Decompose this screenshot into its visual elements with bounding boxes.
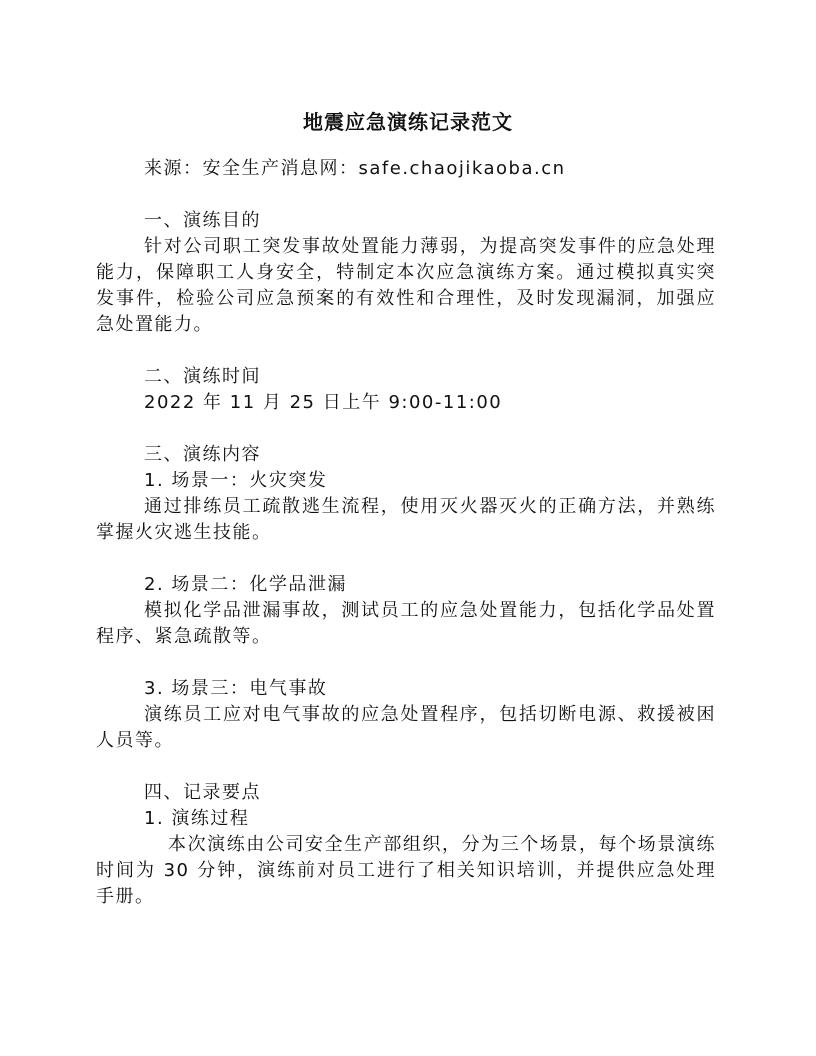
spacer: [96, 182, 716, 208]
section-heading-time: 二、演练时间: [144, 366, 261, 387]
spacer: [96, 546, 716, 572]
scene2-text: 模拟化学品泄漏事故，测试员工的应急处置能力，包括化学品处置程序、紧急疏散等。: [96, 600, 716, 647]
scene3-text: 演练员工应对电气事故的应急处置程序，包括切断电源、救援被困人员等。: [96, 704, 716, 751]
section-heading-content: 三、演练内容: [144, 444, 261, 465]
record-item1-title: 1. 演练过程: [144, 808, 250, 829]
spacer: [96, 338, 716, 364]
spacer: [96, 754, 716, 780]
section-heading-purpose: 一、演练目的: [144, 210, 261, 231]
scene3-title: 3. 场景三：电气事故: [144, 678, 328, 699]
section-heading-record: 四、记录要点: [144, 782, 261, 803]
spacer: [96, 416, 716, 442]
scene2-title: 2. 场景二：化学品泄漏: [144, 574, 347, 595]
document-body: [96, 156, 716, 910]
spacer: [96, 650, 716, 676]
source-line: 来源：安全生产消息网：safe.chaojikaoba.cn: [144, 158, 566, 179]
document-title: 地震应急演练记录范文: [303, 110, 513, 134]
scene1-text: 通过排练员工疏散逃生流程，使用灭火器灭火的正确方法，并熟练掌握火灾逃生技能。: [96, 496, 716, 543]
record-item1-text: 本次演练由公司安全生产部组织，分为三个场景，每个场景演练时间为 30 分钟，演练前对员工进行了相关知识培训，并提供应急处理手册。: [96, 834, 716, 907]
paragraph-purpose: 针对公司职工突发事故处置能力薄弱，为提高突发事件的应急处理能力，保障职工人身安全，特制定本次应急演练方案。通过模拟真实突发事件，检验公司应急预案的有效性和合理性，及时发现漏洞，加强应急处置能力。: [96, 236, 716, 335]
scene1-title: 1. 场景一：火灾突发: [144, 470, 328, 491]
paragraph-time: 2022 年 11 月 25 日上午 9:00-11:00: [144, 392, 503, 413]
